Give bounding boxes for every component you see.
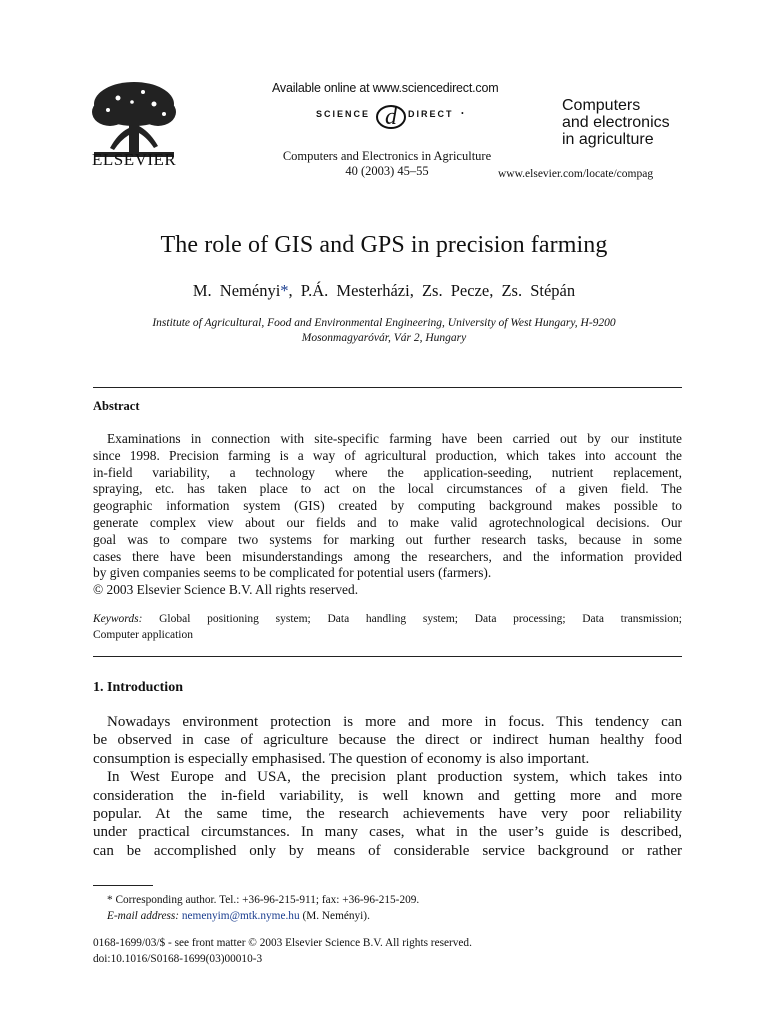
abstract-line: cases there have been misunderstandings among the researchers, and the information provided [93,548,682,564]
sciencedirect-dot-icon: • [461,109,464,118]
intro-line: Nowadays environment protection is more and more in focus. This tendency can [107,714,682,730]
available-online-text: Available online at www.sciencedirect.com [272,81,499,95]
abstract-line: spraying, etc. has taken place to act on the local circumstances of a given field. The [93,481,682,497]
sciencedirect-logo [316,100,466,130]
intro-line: In West Europe and USA, the precision plant production system, which takes into [107,769,682,786]
journal-title-line: Computers [562,97,641,114]
journal-volume: 40 (2003) 45–55 [345,164,429,178]
svg-text:d: d [385,104,397,130]
footnote-divider [93,885,153,886]
keywords-list: Global positioning system; Data handling system; Data processing; Data transmission; [159,613,682,625]
publisher-name: ELSEVIER [92,150,177,169]
author-name: M. Neményi [192,281,281,300]
intro-line: consideration the in-field variability, is well known and getting more and more [93,787,682,804]
sciencedirect-d-icon [374,100,408,130]
email-note [93,908,419,924]
abstract-line: goal was to compare two systems for marking out further research tasks, because in some [93,531,682,547]
author-names: , P.Á. Mesterházi, Zs. Pecze, Zs. Stépán [288,281,576,300]
affiliation-line: Institute of Agricultural, Food and Environmental Engineering, University of West Hungary, H-9200 [152,317,616,329]
intro-line: under practical circumstances. In many cases, what in the user’s guide is described, [93,824,682,841]
doi-link[interactable]: doi:10.1016/S0168-1699(03)00010-3 [93,953,263,965]
intro-line: popular. At the same time, the research achievements have very poor reliability [93,806,682,823]
author-list [0,281,768,301]
journal-title-block [562,97,670,148]
email-owner: (M. Neményi). [302,910,370,922]
keywords-list: Computer application [93,629,193,641]
abstract-line: geographic information system (GIS) created by computing background makes possible to [93,498,682,514]
paper-title: The role of GIS and GPS in precision farming [160,232,608,258]
abstract-line: Examinations in connection with site-specific farming have been carried out by our institute [107,431,682,446]
abstract-line: by given companies seems to be complicated for potential users (farmers). [93,565,492,581]
abstract-body [93,431,682,599]
intro-line: consumption is especially emphasised. The question of economy is also important. [93,750,590,767]
divider [93,387,682,388]
sciencedirect-right-text: DIRECT [408,109,454,119]
abstract-copyright: © 2003 Elsevier Science B.V. All rights reserved. [93,582,359,598]
journal-url-link[interactable]: www.elsevier.com/locate/compag [498,168,654,180]
abstract-line: since 1998. Precision farming is a way of agricultural production, which takes into account the [93,447,682,463]
section-heading: 1. Introduction [93,680,183,695]
journal-title-line: and electronics [562,114,670,131]
affiliation [100,316,668,346]
corresponding-author-marker[interactable]: * [280,281,289,300]
publication-meta [93,935,472,967]
abstract-line: in-field variability, a technology where the application-seeding, nutrient replacement, [93,464,682,480]
intro-line: can be accomplished only by means of considerable service background or rather [93,842,682,859]
issn-line: 0168-1699/03/$ - see front matter © 2003 Elsevier Science B.V. All rights reserved. [93,937,472,949]
introduction-body [93,713,682,860]
footnotes [93,892,419,924]
email-link[interactable]: nemenyim@mtk.nyme.hu [181,910,300,922]
elsevier-tree-logo [88,78,180,160]
divider [93,656,682,657]
affiliation-line: Mosonmagyaróvár, Vár 2, Hungary [301,332,467,344]
abstract-line: generate complex view about our fields and to make valid agrotechnological decisions. Our [93,514,682,530]
keywords-label: Keywords: [93,613,143,625]
corresponding-author-note: * Corresponding author. Tel.: +36-96-215-911; fax: +36-96-215-209. [107,894,420,906]
journal-title-line: in agriculture [562,131,654,148]
intro-line: be observed in case of agriculture because the direct or indirect human healthy food [93,732,682,749]
email-label: E-mail address: [107,910,180,922]
journal-name: Computers and Electronics in Agriculture [282,149,492,163]
sciencedirect-left-text: SCIENCE [316,109,371,119]
abstract-heading: Abstract [93,399,140,413]
keywords [93,611,682,643]
